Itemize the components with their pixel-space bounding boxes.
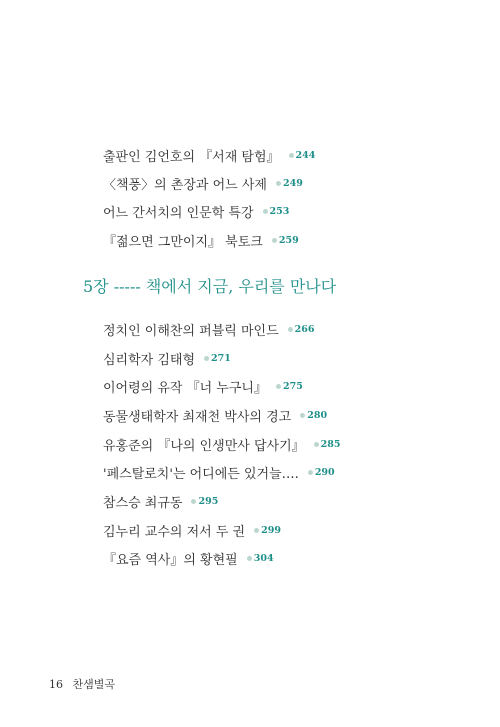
- toc-entry-page: 259: [278, 234, 299, 246]
- bullet-dot-icon: [191, 499, 196, 504]
- bullet-dot-icon: [300, 413, 305, 418]
- toc-entry-title: '페스탈로치'는 어디에든 있거늘….: [103, 467, 299, 483]
- toc-entry-title: 김누리 교수의 저서 두 권: [103, 524, 246, 540]
- bullet-dot-icon: [288, 327, 293, 332]
- toc-entry-page: 285: [320, 438, 341, 450]
- toc-list-chapter5: [103, 315, 341, 573]
- toc-entry-page: 295: [198, 495, 219, 507]
- toc-entry-title: 어느 간서치의 인문학 특강: [103, 206, 254, 222]
- toc-entry[interactable]: [103, 344, 341, 373]
- page-footer: [49, 676, 115, 692]
- bullet-dot-icon: [254, 528, 259, 533]
- toc-entry-title: 동물생태학자 최재천 박사의 경고: [103, 409, 292, 425]
- toc-entry-title: 『요즘 역사』의 황현필: [103, 553, 238, 569]
- toc-entry-title: 심리학자 김태형: [103, 352, 196, 368]
- toc-entry[interactable]: [103, 401, 341, 430]
- toc-entry-page: 275: [282, 381, 303, 393]
- bullet-dot-icon: [204, 356, 209, 361]
- bullet-dot-icon: [289, 153, 294, 158]
- toc-entry-title: 〈책풍〉의 촌장과 어느 사제: [103, 177, 267, 193]
- toc-entry-page: 249: [282, 177, 303, 189]
- toc-entry-page: 244: [295, 149, 316, 161]
- toc-entry-page: 280: [307, 409, 328, 421]
- toc-entry[interactable]: [103, 516, 341, 545]
- toc-entry-page: 271: [211, 352, 231, 364]
- toc-entry[interactable]: [103, 545, 341, 574]
- toc-entry-title: 이어령의 유작 『너 누구니』: [103, 381, 267, 397]
- toc-entry-page: 290: [314, 467, 335, 479]
- toc-entry-page: 299: [261, 524, 281, 536]
- bullet-dot-icon: [314, 442, 319, 447]
- toc-entry-title: 출판인 김언호의 『서재 탐험』: [103, 149, 280, 165]
- toc-entry[interactable]: [103, 458, 341, 487]
- toc-entry-title: 참스승 최규동: [103, 495, 183, 511]
- chapter-heading: 5장 ----- 책에서 지금, 우리를 만나다: [83, 277, 337, 296]
- toc-entry-title: 『젊으면 그만이지』 북토크: [103, 234, 263, 250]
- toc-entry-page: 253: [269, 206, 290, 218]
- bullet-dot-icon: [308, 470, 313, 475]
- bullet-dot-icon: [272, 238, 277, 243]
- bullet-dot-icon: [276, 181, 281, 186]
- toc-list-section-a: [103, 141, 315, 254]
- folio-page-number: 16: [49, 678, 63, 691]
- toc-entry[interactable]: [103, 169, 315, 197]
- toc-entry-title: 유홍준의 『나의 인생만사 답사기』: [103, 438, 305, 454]
- toc-entry[interactable]: [103, 372, 341, 401]
- toc-entry[interactable]: [103, 141, 315, 169]
- toc-entry[interactable]: [103, 487, 341, 516]
- bullet-dot-icon: [263, 209, 268, 214]
- bullet-dot-icon: [276, 384, 281, 389]
- toc-entry-title: 정치인 이해찬의 퍼블릭 마인드: [103, 323, 279, 339]
- toc-entry[interactable]: [103, 198, 315, 226]
- toc-entry-page: 266: [294, 323, 315, 335]
- bullet-dot-icon: [247, 556, 252, 561]
- toc-entry[interactable]: [103, 315, 341, 344]
- toc-entry[interactable]: [103, 226, 315, 254]
- running-book-title: 찬샘별곡: [72, 678, 116, 691]
- toc-entry[interactable]: [103, 430, 341, 459]
- toc-entry-page: 304: [253, 553, 274, 565]
